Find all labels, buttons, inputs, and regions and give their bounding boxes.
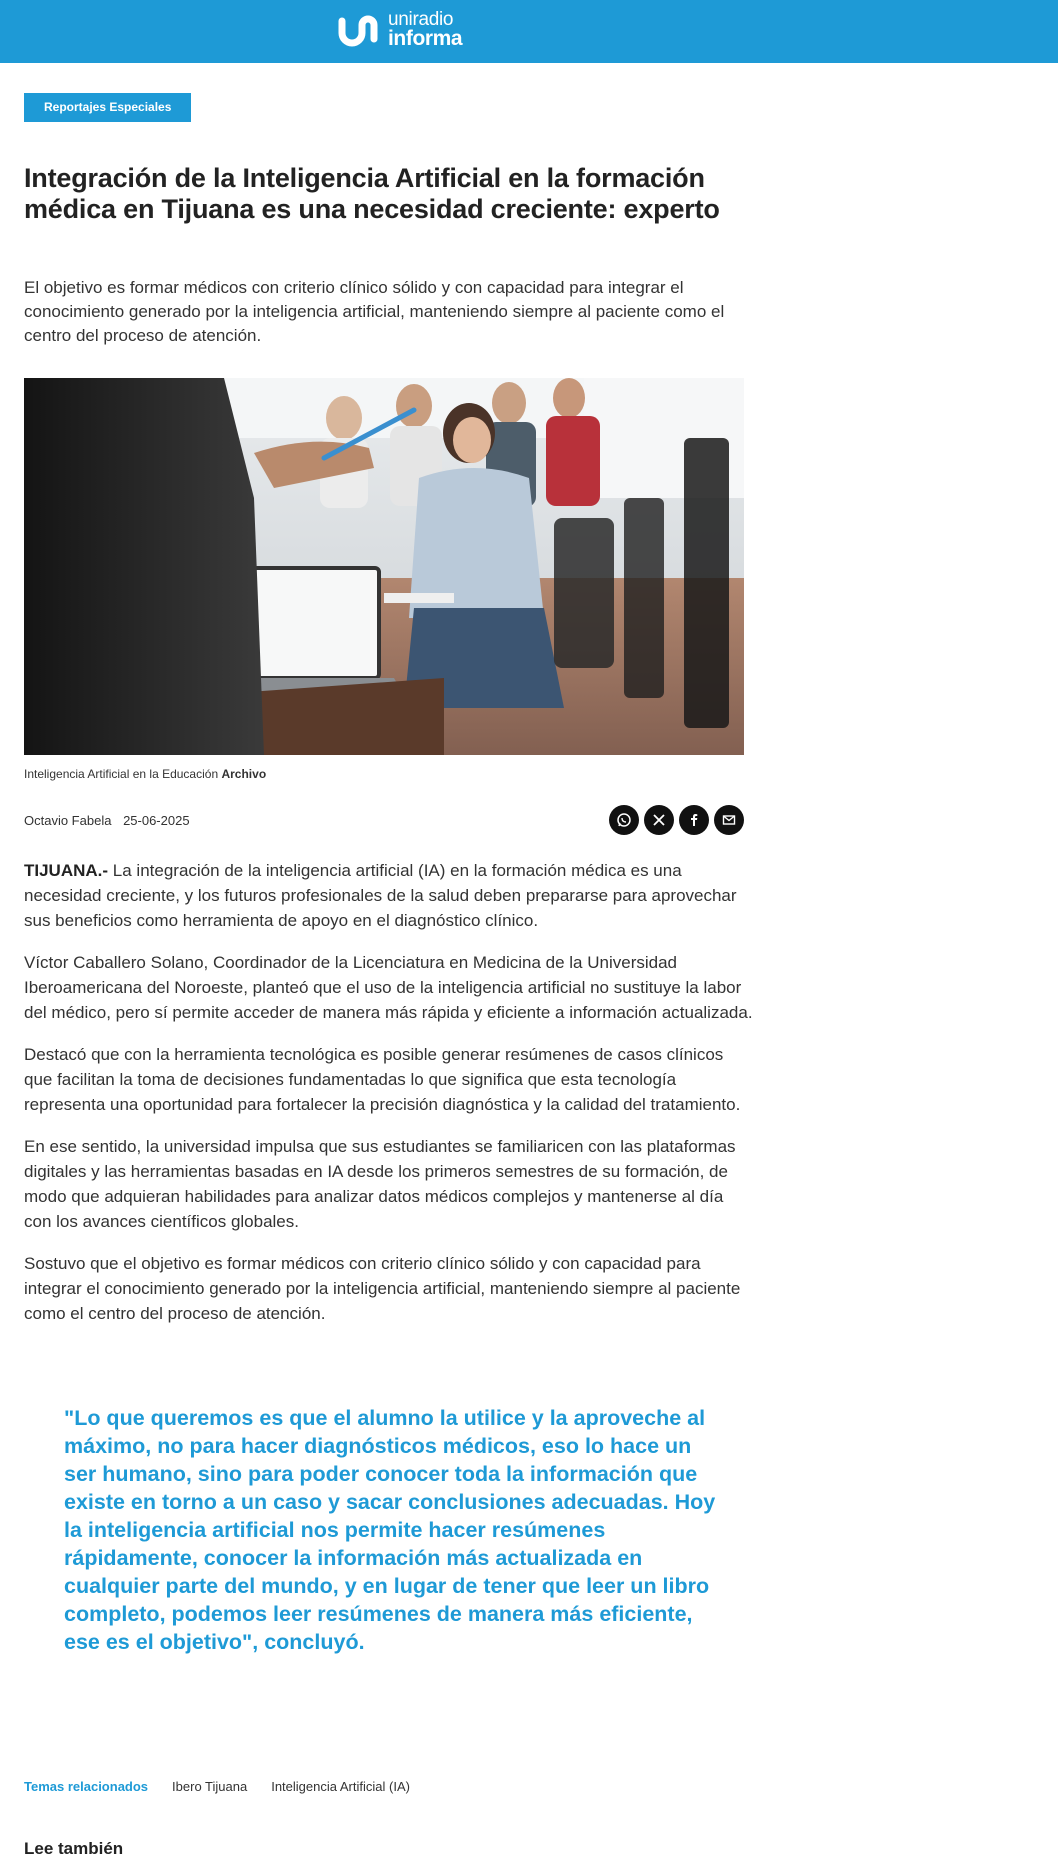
share-bar (609, 805, 744, 835)
whatsapp-icon (616, 812, 632, 828)
paragraph-text: La integración de la inteligencia artificial (IA) en la formación médica es una necesidad creciente, y los futuros profesionales de la salud deben prepararse para aprovechar sus beneficios como herramienta de apoyo en el diagnóstico clínico. (24, 861, 737, 930)
see-also-heading: Lee también (24, 1839, 124, 1858)
body-paragraph (24, 858, 754, 933)
body-paragraph: Sostuvo que el objetivo es formar médicos con criterio clínico sólido y con capacidad para integrar el conocimiento generado por la inteligencia artificial, manteniendo siempre al paciente como el centro del proceso de atención. (24, 1254, 741, 1323)
dateline: TIJUANA.- (24, 861, 109, 880)
body-paragraph: Destacó que con la herramienta tecnológica es posible generar resúmenes de casos clínicos que facilitan la toma de decisiones fundamentadas lo que significa que esta tecnología representa una oportunidad para fortalecer la precisión diagnóstica y la calidad del tratamiento. (24, 1045, 741, 1114)
related-topics (24, 1779, 410, 1794)
site-header (0, 0, 1058, 63)
facebook-icon (686, 812, 702, 828)
logo-line-2: informa (388, 26, 463, 50)
image-caption (24, 767, 266, 781)
article-summary: El objetivo es formar médicos con criterio clínico sólido y con capacidad para integrar el conocimiento generado por la inteligencia artificial, manteniendo siempre al paciente como el centro del proceso de atención. (24, 278, 725, 345)
caption-text: Inteligencia Artificial en la Educación (24, 767, 219, 781)
x-icon (651, 812, 667, 828)
body-paragraph: Víctor Caballero Solano, Coordinador de la Licenciatura en Medicina de la Universidad Iberoamericana del Noroeste, planteó que el uso de la inteligencia artificial no sustituye la labor del médico, pero sí permite acceder de manera más rápida y eficiente a información actualizada. (24, 953, 753, 1022)
logo-mark-icon (336, 9, 386, 49)
logo-line-1: uniradio (388, 8, 454, 30)
classroom-photo (24, 378, 744, 755)
article-meta (24, 813, 190, 828)
publish-date: 25-06-2025 (123, 813, 190, 828)
whatsapp-share-button[interactable] (609, 805, 639, 835)
x-share-button[interactable] (644, 805, 674, 835)
topic-link-ibero-tijuana[interactable]: Ibero Tijuana (172, 1779, 248, 1794)
logo-text (388, 10, 462, 49)
email-share-button[interactable] (714, 805, 744, 835)
caption-credit: Archivo (221, 767, 267, 781)
facebook-share-button[interactable] (679, 805, 709, 835)
related-topics-label: Temas relacionados (24, 1779, 149, 1794)
section-tag-button[interactable]: Reportajes Especiales (24, 93, 191, 122)
body-paragraph: En ese sentido, la universidad impulsa que sus estudiantes se familiaricen con las plataformas digitales y las herramientas basadas en IA desde los primeros semestres de su formación, de modo que adquieran habilidades para analizar datos médicos complejos y mantenerse al día con los avances científicos globales. (24, 1137, 736, 1231)
hero-image (24, 378, 744, 755)
article-body (24, 858, 754, 1343)
email-icon (721, 812, 737, 828)
author-name: Octavio Fabela (24, 813, 112, 828)
site-logo[interactable] (336, 9, 476, 49)
topic-link-ia[interactable]: Inteligencia Artificial (IA) (271, 1779, 410, 1794)
pull-quote: "Lo que queremos es que el alumno la utilice y la aproveche al máximo, no para hacer diagnósticos médicos, eso lo hace un ser humano, sino para poder conocer toda la información que existe en torno a un caso y sacar conclusiones adecuadas. Hoy la inteligencia artificial nos permite hacer resúmenes rápidamente, conocer la información más actualizada en cualquier parte del mundo, y en lugar de tener que leer un libro completo, podemos leer resúmenes de manera más eficiente, ese es el objetivo", concluyó. (64, 1406, 716, 1654)
article-title: Integración de la Inteligencia Artificial en la formación médica en Tijuana es una necesidad creciente: experto (24, 163, 720, 224)
